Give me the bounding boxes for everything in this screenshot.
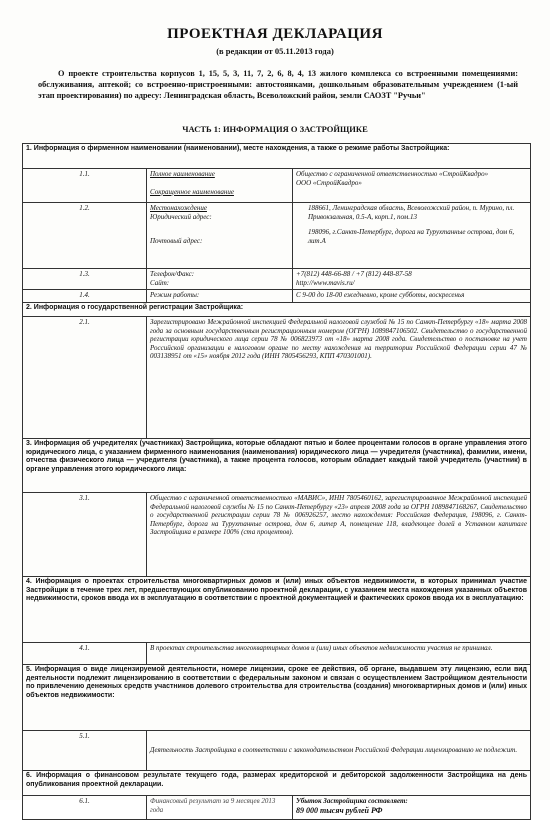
section-6-heading-row bbox=[23, 771, 531, 796]
label-work-hours: Режим работы: bbox=[147, 290, 293, 303]
section-5-heading-row bbox=[23, 665, 531, 731]
row-1-2 bbox=[23, 203, 531, 269]
founders-text: Общество с ограниченной ответственностью «МАВИС», ИНН 7805460162, зарегистрированное Межрайонной инспекцией Федеральной налоговой службы № 15 по Санкт-Петербургу «23» апреля 2008 года за ОГРН 1089847168267, Свидетельство о государственной регистрации серии 78 № 006926257, место нахождения: Российская Федерация, 198096, г. Санкт-Петербург, дорога на Турухтанные острова, дом 6, литер А, помещение 118, владеющее долей в Уставном капитале Застройщика в размере 100% (ста процентов). bbox=[147, 493, 531, 577]
section-4-heading-row bbox=[23, 577, 531, 643]
row-values bbox=[293, 169, 531, 203]
value-site: http://www.mavis.ru/ bbox=[296, 278, 355, 287]
project-intro: О проекте строительства корпусов 1, 15, 5, 3, 11, 7, 2, 6, 8, 4, 13 жилого комплекса со встроенными помещениями: обслуживания, аптекой; со встроенно-пристроенными: автостоянками, дошкольным образовательным учреждением (1-ый этап проектирования) по адресу: Ленинградская область, Всеволожский район, земли САОЗТ "Ручьи" bbox=[38, 69, 518, 100]
row-number: 2.1. bbox=[23, 317, 147, 439]
section-5-heading: 5. Информация о виде лицензируемой деятельности, номере лицензии, сроке ее действия, об органе, выдавшем эту лицензию, если вид деятельности подлежит лицензированию в соответствии с федеральным законом и связан с осуществлением Застройщиком деятельности по привлечению денежных средств участников долевого строительства для строительства (создания) многоквартирных домов и (или) иных объектов недвижимости: bbox=[23, 665, 531, 731]
section-6-heading: 6. Информация о финансовом результате текущего года, размерах кредиторской и дебиторской задолженности Застройщика на день опубликования проектной декларации. bbox=[23, 771, 531, 796]
label-postal-address: Почтовый адрес: bbox=[150, 237, 203, 246]
label-site: Сайт: bbox=[150, 278, 170, 287]
label-legal-address: Юридический адрес: bbox=[150, 212, 212, 221]
row-2-1 bbox=[23, 317, 531, 439]
value-work-hours: С 9-00 до 18-00 ежедневно, кроме субботы, воскресенья bbox=[293, 290, 531, 303]
row-1-3 bbox=[23, 269, 531, 290]
value-phone: +7(812) 448-66-88 / +7 (812) 448-87-58 bbox=[296, 270, 412, 278]
section-3-heading-row bbox=[23, 439, 531, 493]
section-1-heading-row bbox=[23, 144, 531, 169]
row-4-1 bbox=[23, 643, 531, 665]
value-legal-address: 188661, Ленинградская область, Всеволожский район, п. Мурино, пл. Привокзальная, 0.5-А, корп.1, пом.13 bbox=[308, 204, 515, 221]
registration-text: Зарегистрировано Межрайонной инспекцией Федеральной налоговой службой № 15 по Санкт-Петербургу «18» марта 2008 года за основным государственным регистрационным номером (ОГРН) 1089847106502. Свидетельство о государственной регистрации юридического лица серии 78 № 006823973 от «18» марта 2008 года. Свидетельство о постановке на учет Российской организации в налоговом органе по месту нахождения на территории Российской Федерации серии 47 № 003138951 от «15» ноября 2012 года (ИНН 7805456293, КПП 470301001). bbox=[147, 317, 531, 439]
row-3-1 bbox=[23, 493, 531, 577]
row-number: 1.1. bbox=[23, 169, 147, 203]
row-values bbox=[293, 796, 531, 820]
row-1-1 bbox=[23, 169, 531, 203]
label-financial-result: Финансовый результат за 9 месяцев 2013 года bbox=[147, 796, 293, 820]
label-short-name: Сокращенное наименование bbox=[150, 187, 234, 196]
document-subtitle: (в редакции от 05.11.2013 года) bbox=[216, 46, 334, 56]
row-number: 3.1. bbox=[23, 493, 147, 577]
value-loss-label: Убыток Застройщика составляет: bbox=[296, 797, 408, 805]
declaration-table bbox=[22, 143, 531, 820]
label-phone: Телефон/Факс: bbox=[150, 270, 195, 278]
license-text: Деятельность Застройщика в соответствии с законодательством Российской Федерации лицензированию не подлежит. bbox=[147, 731, 531, 771]
row-1-4 bbox=[23, 290, 531, 303]
value-full-name: Общество с ограниченной ответственностью «СтройКвадро» bbox=[296, 170, 489, 178]
row-labels bbox=[147, 269, 293, 290]
section-3-heading: 3. Информация об учредителях (участниках) Застройщика, которые обладают пятью и более процентами голосов в органе управления этого юридического лица, с указанием фирменного наименования (наименования) юридического лица — учредителя (участника), фамилии, имени, отчества физического лица — учредителя (участника), а также процента голосов, которым обладает каждый такой учредитель (участник) в органе управления этого юридического лица: bbox=[23, 439, 531, 493]
row-values bbox=[293, 269, 531, 290]
row-6-1 bbox=[23, 796, 531, 820]
row-number: 1.4. bbox=[23, 290, 147, 303]
value-loss-amount: 89 000 тысяч рублей РФ bbox=[296, 805, 383, 815]
part-heading: ЧАСТЬ 1: ИНФОРМАЦИЯ О ЗАСТРОЙЩИКЕ bbox=[182, 124, 368, 134]
row-5-1 bbox=[23, 731, 531, 771]
section-2-heading-row bbox=[23, 303, 531, 317]
row-number: 1.2. bbox=[23, 203, 147, 269]
row-number: 1.3. bbox=[23, 269, 147, 290]
value-postal-address: 198096, г.Санкт-Петербург, дорога на Турухтанные острова, дом 6, лит.А bbox=[308, 228, 515, 245]
section-1-heading: 1. Информация о фирменном наименовании (наименовании), месте нахождения, а также о режиме работы Застройщика: bbox=[23, 144, 531, 169]
projects-text: В проектах строительства многоквартирных домов и (или) иных объектов недвижимости участия не принимал. bbox=[147, 643, 531, 665]
row-number: 6.1. bbox=[23, 796, 147, 820]
row-number: 4.1. bbox=[23, 643, 147, 665]
label-full-name: Полное наименование bbox=[150, 170, 215, 178]
row-labels bbox=[147, 169, 293, 203]
value-short-name: ООО «СтройКвадро» bbox=[296, 178, 362, 187]
section-2-heading: 2. Информация о государственной регистрации Застройщика: bbox=[23, 303, 531, 317]
label-location: Местонахождение bbox=[150, 204, 207, 212]
row-number: 5.1. bbox=[23, 731, 147, 771]
document-title: ПРОЕКТНАЯ ДЕКЛАРАЦИЯ bbox=[167, 26, 383, 42]
section-4-heading: 4. Информация о проектах строительства многоквартирных домов и (или) иных объектов недвижимости, в которых принимал участие Застройщик в течение трех лет, предшествующих опубликованию проектной декларации, с указанием места нахождения указанных объектов недвижимости, сроков ввода их в эксплуатацию в соответствии с проектной документацией и фактических сроков ввода их в эксплуатацию: bbox=[23, 577, 531, 643]
row-labels bbox=[147, 203, 293, 269]
row-values bbox=[293, 203, 531, 269]
